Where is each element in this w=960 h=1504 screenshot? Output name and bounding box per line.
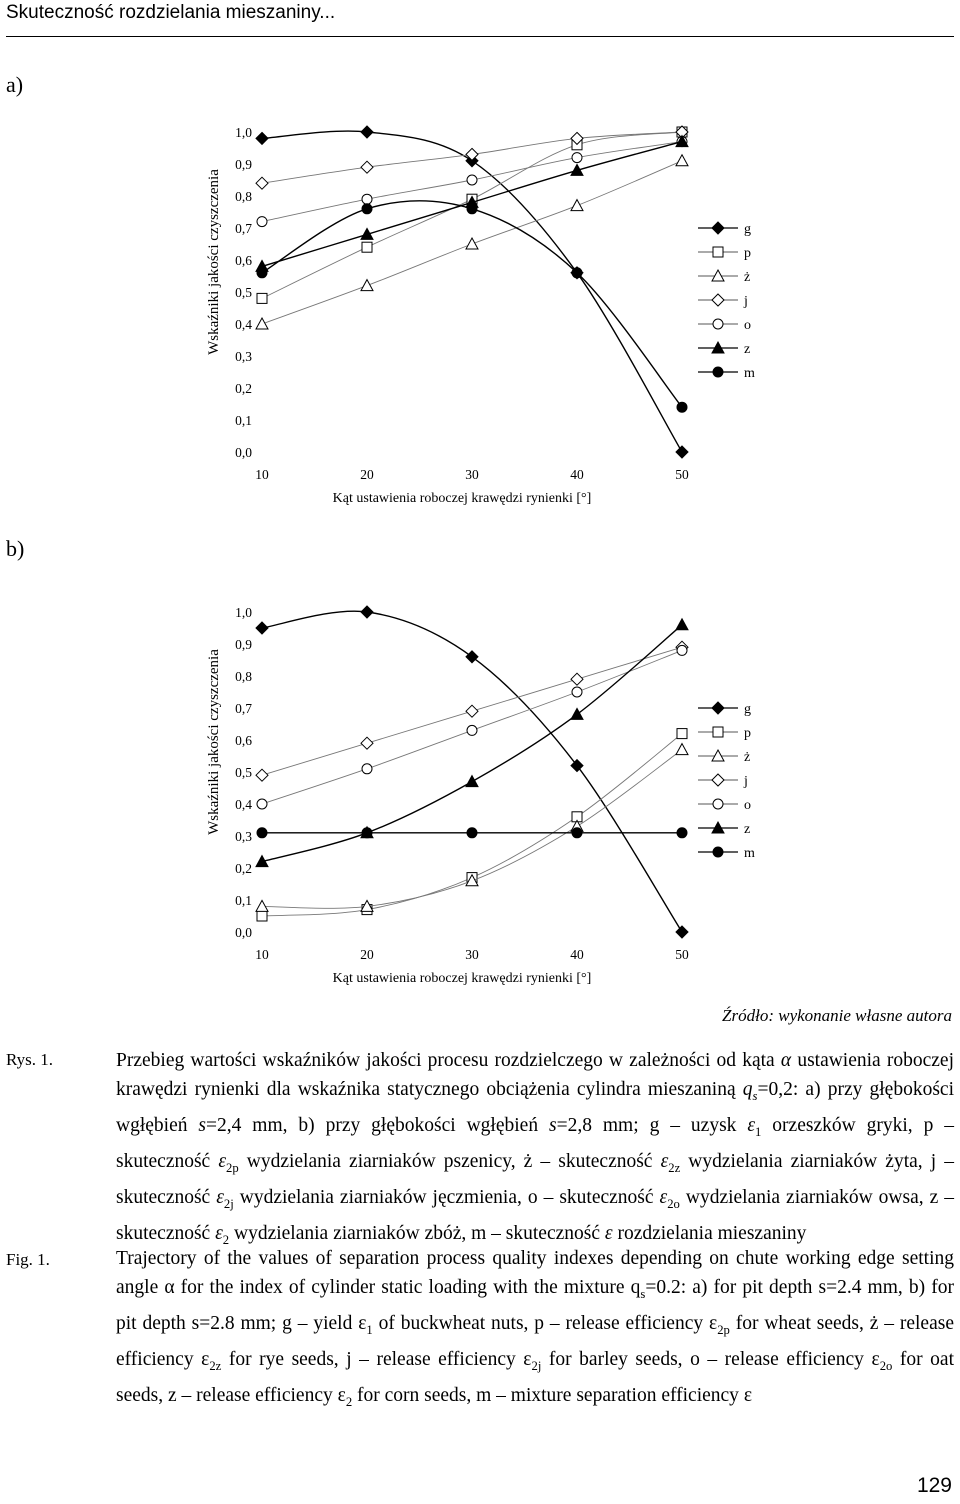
chart-a-data-point — [362, 194, 372, 204]
chart-a-legend-label: g — [744, 222, 751, 237]
chart-b-data-point — [676, 926, 688, 938]
chart-b-legend-marker — [713, 799, 723, 809]
chart-b-data-point — [466, 651, 478, 663]
caption-label-en: Fig. 1. — [6, 1250, 50, 1269]
chart-b-data-point — [362, 828, 372, 838]
chart-b-legend-label: o — [744, 798, 751, 813]
chart-a-data-point — [362, 204, 372, 214]
chart-b-ytick-label: 0,7 — [235, 701, 252, 716]
chart-b-ytick-label: 0,8 — [235, 669, 252, 684]
chart-a-data-point — [466, 238, 478, 249]
chart-b-data-point — [362, 764, 372, 774]
caption-label-pl: Rys. 1. — [6, 1050, 54, 1069]
chart-a-ytick-label: 1,0 — [235, 125, 252, 140]
chart-b-ytick-label: 1,0 — [235, 605, 252, 620]
chart-b-legend-marker — [712, 774, 724, 786]
chart-a-data-point — [676, 446, 688, 458]
chart-b-data-point — [676, 619, 688, 630]
chart-a-ytick-label: 0,4 — [235, 317, 252, 332]
chart-a-series-6 — [257, 201, 687, 412]
chart-b-ytick-label: 0,1 — [235, 893, 252, 908]
chart-b-xtick-label: 20 — [360, 947, 374, 962]
chart-a-data-point — [467, 175, 477, 185]
chart-a-data-point — [361, 280, 373, 291]
chart-a-data-point — [256, 177, 268, 189]
chart-b-xtick-label: 30 — [465, 947, 479, 962]
chart-a-y-axis-label: Wskaźniki jakości czyszczenia — [206, 169, 222, 355]
chart-b-data-point — [571, 708, 583, 719]
running-header: Skuteczność rozdzielania mieszaniny... — [6, 2, 336, 23]
chart-a-ytick-label: 0,9 — [235, 157, 252, 172]
chart-b-ytick-label: 0,5 — [235, 765, 252, 780]
chart-b-data-point — [257, 828, 267, 838]
chart-a-ytick-label: 0,7 — [235, 221, 252, 236]
chart-a-data-point — [572, 153, 582, 163]
chart-b-data-point — [571, 673, 583, 685]
chart-a-legend-marker — [712, 294, 724, 306]
chart-a-data-point — [256, 132, 268, 144]
chart-a-xtick-label: 20 — [360, 467, 374, 482]
chart-b-data-point — [466, 705, 478, 717]
chart-b-legend-label: z — [744, 822, 751, 837]
chart-b-ytick-label: 0,2 — [235, 861, 252, 876]
caption-pl: Przebieg wartości wskaźników jakości procesu rozdzielczego w zależności od kąta α ustawienia roboczej krawędzi rynienki dla wskaźnika statycznego obciążenia cylindra mieszaniną $q_s=0,2$: a) przy głębokości wgłębień s=2,4 mm, b) przy głębokości wgłębień s=2,8 mm; g – uzysk $\varepsilon_1$ orzeszków gryki, p – skuteczność $\varepsilon_{2p}$ wydzielania ziarniaków pszenicy, ż – skuteczność $\varepsilon_{2z}$ wydzielania ziarniaków żyta, j – skuteczność $\varepsilon_{2j}$ wydzielania ziarniaków jęczmienia, o – skuteczność $\varepsilon_{2o}$ wydzielania ziarniaków owsa, z – skuteczność $\varepsilon_2$ wydzielania ziarniaków zbóż, m – skuteczność ε rozdzielania mieszaniny — [116, 1050, 954, 1247]
header-rule — [6, 36, 954, 37]
chart-b-data-point — [257, 799, 267, 809]
panel-label-a: a) — [6, 72, 24, 97]
chart-b-data-point — [677, 729, 687, 739]
chart-b-ytick-label: 0,4 — [235, 797, 252, 812]
caption-en: Trajectory of the values of separation process quality indexes depending on chute working edge setting angle α for the index of cylinder static loading with the mixture $q_s=0.2$: a) for pit depth s=2.4 mm, b) for pit depth s=2.8 mm; g – yield $\varepsilon_1$ of buckwheat nuts, p – release efficiency $\varepsilon_{2p}$ for wheat seeds, ż – release efficiency $\varepsilon_{2z}$ for rye seeds, j – release efficiency $\varepsilon_{2j}$ for barley seeds, o – release efficiency $\varepsilon_{2o}$ for oat seeds, z – release efficiency $\varepsilon_2$ for corn seeds, m – mixture separation efficiency ε — [116, 1248, 954, 1409]
chart-b-xtick-label: 40 — [570, 947, 584, 962]
chart-b-legend-label: j — [744, 774, 748, 789]
chart-b-data-point — [256, 769, 268, 781]
chart-a-legend-marker — [712, 222, 724, 234]
chart-a-data-point — [677, 402, 687, 412]
chart-b-legend-marker — [713, 847, 723, 857]
chart-a-legend-marker — [713, 247, 723, 257]
chart-a-x-axis-label: Kąt ustawienia roboczej krawędzi rynienki [°] — [332, 491, 592, 506]
chart-a-ytick-label: 0,6 — [235, 253, 252, 268]
chart-b-data-point — [361, 606, 373, 618]
chart-b-ytick-label: 0,3 — [235, 829, 252, 844]
chart-a-legend-label: z — [744, 342, 751, 357]
chart-a-xtick-label: 30 — [465, 467, 479, 482]
chart-a-ytick-label: 0,0 — [235, 445, 252, 460]
chart-a-data-point — [676, 155, 688, 166]
chart-b-xtick-label: 10 — [255, 947, 269, 962]
chart-b-legend-label: g — [744, 702, 751, 717]
chart-b — [190, 600, 770, 1020]
chart-b-data-point — [256, 622, 268, 634]
chart-b-series-6 — [257, 828, 687, 838]
chart-a-data-point — [572, 268, 582, 278]
chart-b-data-point — [572, 828, 582, 838]
chart-a-data-point — [361, 161, 373, 173]
chart-b-legend-label: p — [744, 726, 751, 741]
chart-a-legend — [698, 222, 755, 381]
chart-b-legend-label: ż — [744, 750, 751, 765]
chart-b-x-axis-label: Kąt ustawienia roboczej krawędzi rynienki [°] — [332, 971, 592, 986]
chart-a-ytick-label: 0,8 — [235, 189, 252, 204]
chart-a-data-point — [257, 293, 267, 303]
chart-b-ytick-label: 0,9 — [235, 637, 252, 652]
chart-a-data-point — [467, 204, 477, 214]
chart-a-data-point — [257, 268, 267, 278]
chart-a-data-point — [256, 318, 268, 329]
chart-b-data-point — [676, 744, 688, 755]
chart-b-data-point — [466, 776, 478, 787]
page-number: 129 — [916, 1474, 952, 1497]
chart-b-data-point — [571, 760, 583, 772]
chart-b-xtick-label: 50 — [675, 947, 689, 962]
chart-a-legend-label: ż — [744, 270, 751, 285]
chart-b-data-point — [467, 828, 477, 838]
chart-b-data-point — [361, 737, 373, 749]
source-note: Źródło: wykonanie własne autora — [722, 1006, 952, 1025]
chart-b-y-axis-label: Wskaźniki jakości czyszczenia — [206, 649, 222, 835]
chart-b-data-point — [256, 900, 268, 911]
chart-a-series-line — [262, 201, 682, 407]
chart-b-data-point — [257, 911, 267, 921]
chart-a-ytick-label: 0,5 — [235, 285, 252, 300]
chart-a-data-point — [571, 200, 583, 211]
chart-a-xtick-label: 10 — [255, 467, 269, 482]
chart-b-legend — [698, 702, 755, 861]
panel-label-b: b) — [6, 536, 25, 561]
chart-a-xtick-label: 40 — [570, 467, 584, 482]
chart-b-series-0 — [256, 606, 688, 938]
chart-b-data-point — [677, 828, 687, 838]
chart-a-legend-label: p — [744, 246, 751, 261]
chart-a-ytick-label: 0,1 — [235, 413, 252, 428]
chart-b-legend-marker — [713, 727, 723, 737]
chart-b-legend-marker — [712, 702, 724, 714]
chart-a-legend-marker — [713, 319, 723, 329]
chart-b-series-line — [262, 734, 682, 916]
chart-a-legend-marker — [713, 367, 723, 377]
chart-b-data-point — [572, 687, 582, 697]
chart-a-legend-label: o — [744, 318, 751, 333]
chart-b-data-point — [467, 725, 477, 735]
chart-a-xtick-label: 50 — [675, 467, 689, 482]
chart-b-ytick-label: 0,6 — [235, 733, 252, 748]
chart-a-data-point — [361, 126, 373, 138]
chart-a-legend-label: j — [744, 294, 748, 309]
chart-b-legend-label: m — [744, 846, 755, 861]
chart-a — [190, 120, 770, 540]
chart-a-ytick-label: 0,3 — [235, 349, 252, 364]
chart-a-data-point — [257, 217, 267, 227]
chart-b-ytick-label: 0,0 — [235, 925, 252, 940]
chart-a-ytick-label: 0,2 — [235, 381, 252, 396]
chart-a-data-point — [362, 242, 372, 252]
chart-b-data-point — [677, 645, 687, 655]
chart-a-data-point — [361, 228, 373, 239]
chart-a-legend-label: m — [744, 366, 755, 381]
